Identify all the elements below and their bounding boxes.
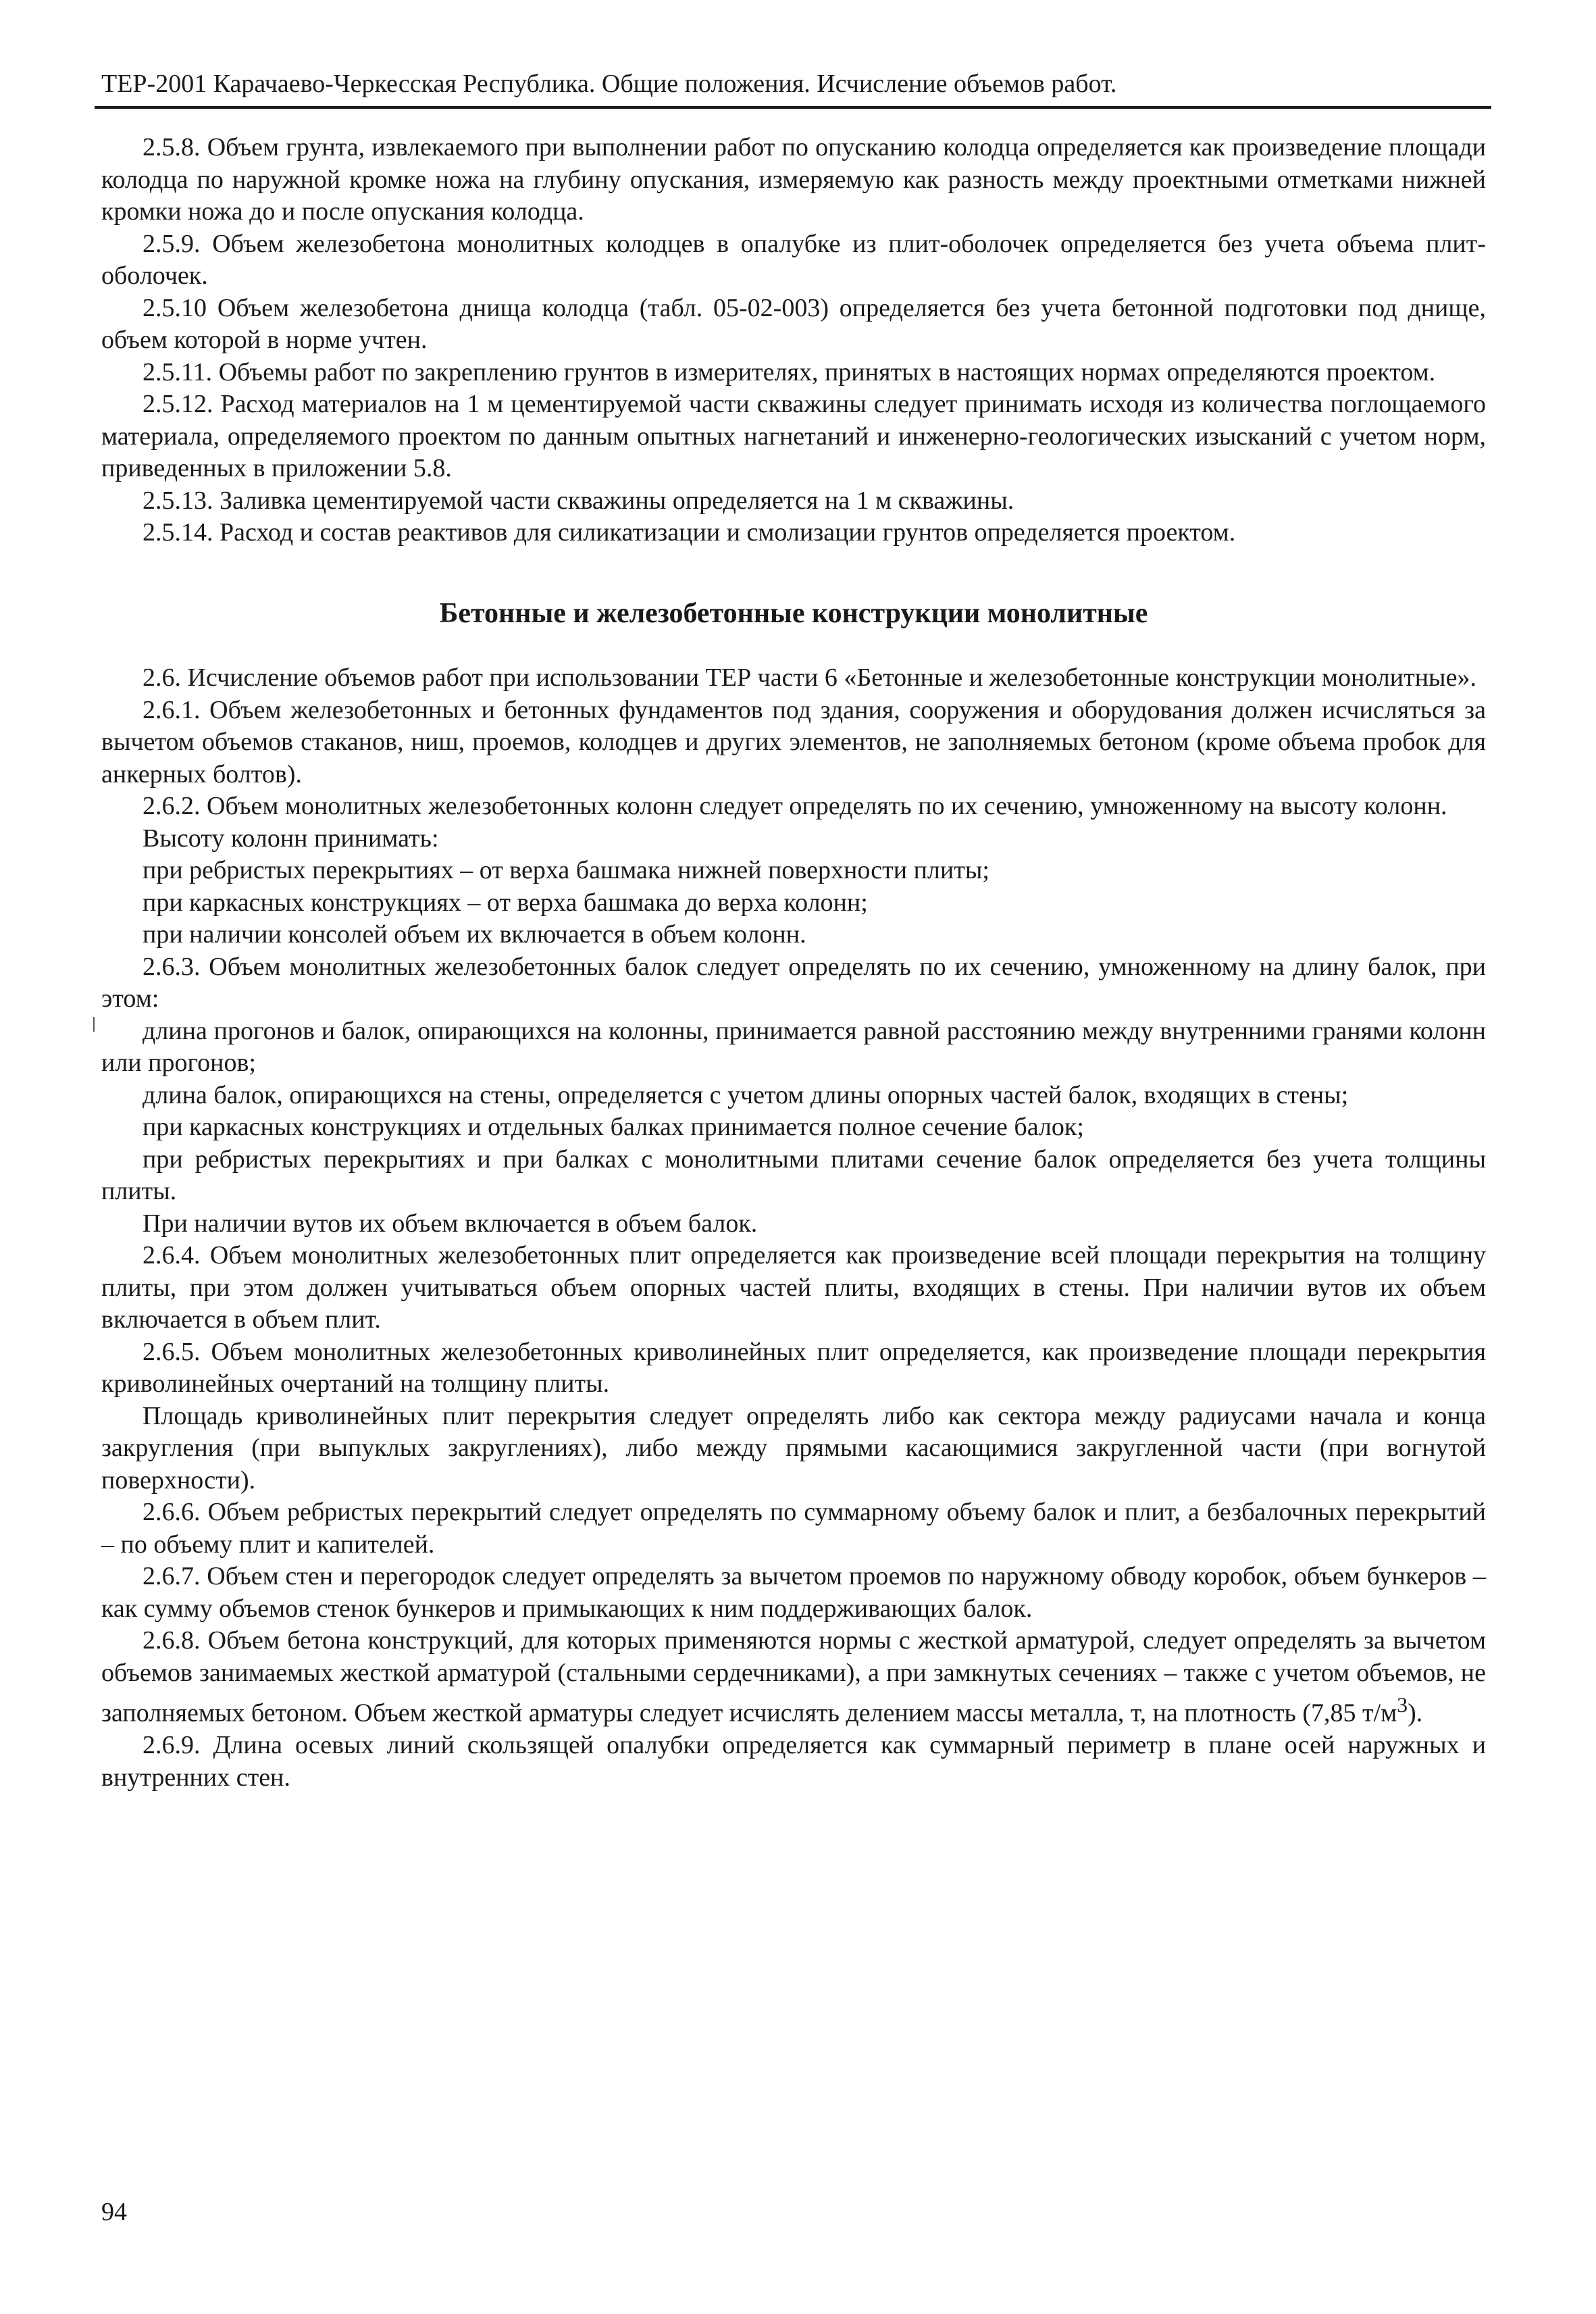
paragraph-2-5-13: 2.5.13. Заливка цементируемой части скважины определяется на 1 м скважины. [143,486,1014,515]
columns-consoles: при наличии консолей объем их включается в объем колонн. [143,920,806,949]
paragraph-2-5-11: 2.5.11. Объемы работ по закреплению грунтов в измерителях, принятых в настоящих нормах определяются проектом. [143,357,1436,386]
document-body [101,132,1486,1794]
section-title: Бетонные и железобетонные конструкции монолитные [439,597,1148,629]
paragraph-2-6-7: 2.6.7. Объем стен и перегородок следует определять за вычетом проемов по наружному обводу коробок, объем бункеров – как сумму объемов стенок бункеров и примыкающих к ним поддерживающих балок. [101,1562,1486,1623]
page-number: 94 [101,2198,127,2226]
spacer [101,549,1486,598]
beams-on-walls: длина балок, опирающихся на стены, определяется с учетом длины опорных частей балок, входящих в стены; [143,1080,1349,1109]
paragraph-2-6-4: 2.6.4. Объем монолитных железобетонных плит определяется как произведение всей площади перекрытия на толщину плиты, при этом должен учитываться объем опорных частей плиты, входящих в стены. При наличии вутов их объем включается в объем плит. [101,1241,1486,1334]
paragraph-2-5-9: 2.5.9. Объем железобетона монолитных колодцев в опалубке из плит-оболочек определяется без учета объема плит-оболочек. [101,229,1486,290]
paragraph-2-5-8: 2.5.8. Объем грунта, извлекаемого при выполнении работ по опусканию колодца определяется как произведение площади колодца по наружной кромке ножа на глубину опускания, измеряемую как разность между проектными отметками нижней кромки ножа до и после опускания колодца. [101,133,1486,226]
paragraph-2-5-10: 2.5.10 Объем железобетона днища колодца (табл. 05-02-003) определяется без учета бетонной подготовки под днище, объем которой в норме учтен. [101,293,1486,354]
paragraph-2-6-8 [101,1625,1486,1730]
columns-height-frame: при каркасных конструкциях – от верха башмака до верха колонн; [143,888,868,917]
columns-height-ribbed: при ребристых перекрытиях – от верха башмака нижней поверхности плиты; [143,856,989,884]
beams-frame: при каркасных конструкциях и отдельных балках принимается полное сечение балок; [143,1113,1084,1141]
curved-area: Площадь криволинейных плит перекрытия следует определять либо как сектора между радиусами начала и конца закругления (при выпуклых закруглениях), либо между прямыми касающимися закругленной части (при вогнутой поверхности). [101,1401,1486,1494]
beams-vuts: При наличии вутов их объем включается в объем балок. [143,1209,758,1238]
beams-on-columns: длина прогонов и балок, опирающихся на колонны, принимается равной расстоянию между внутренними гранями колонн или прогонов; [101,1016,1486,1077]
paragraph-2-5-12: 2.5.12. Расход материалов на 1 м цементируемой части скважины следует принимать исходя из количества поглощаемого материала, определяемого проектом по данным опытных нагнетаний и инженерно-геологических изысканий с учетом норм, приведенных в приложении 5.8. [101,390,1486,482]
paragraph-2-6: 2.6. Исчисление объемов работ при использовании ТЕР части 6 «Бетонные и железобетонные конструкции монолитные». [143,663,1476,692]
paragraph-2-5-14: 2.5.14. Расход и состав реактивов для силикатизации и смолизации грунтов определяется проектом. [143,518,1236,547]
paragraph-2-6-9: 2.6.9. Длина осевых линий скользящей опалубки определяется как суммарный периметр в плане осей наружных и внутренних стен. [101,1731,1486,1792]
header-rule [95,106,1491,109]
paragraph-2-6-8-text: 2.6.8. Объем бетона конструкций, для которых применяются нормы с жесткой арматурой, следует определять за вычетом объемов занимаемых жесткой арматурой (стальными сердечниками), а при замкнутых сечениях – также с учетом объемов, не заполняемых бетоном. Объем жесткой арматуры следует исчислять делением массы металла, т, на плотность (7,85 т/м [101,1626,1486,1728]
scan-mark [93,1017,95,1032]
paragraph-2-6-2: 2.6.2. Объем монолитных железобетонных колонн следует определять по их сечению, умноженному на высоту колонн. [143,792,1447,820]
spacer [101,630,1486,662]
columns-height-intro: Высоту колонн принимать: [143,824,439,853]
superscript-cubed: 3 [1397,1693,1408,1717]
paragraph-2-6-1: 2.6.1. Объем железобетонных и бетонных фундаментов под здания, сооружения и оборудования должен исчисляться за вычетом объемов стаканов, ниш, проемов, колодцев и других элементов, не заполняемых бетоном (кроме объема пробок для анкерных болтов). [101,695,1486,788]
running-header: ТЕР-2001 Карачаево-Черкесская Республика. Общие положения. Исчисление объемов работ. [101,70,1117,98]
paragraph-2-6-5: 2.6.5. Объем монолитных железобетонных криволинейных плит определяется, как произведение площади перекрытия криволинейных очертаний на толщину плиты. [101,1337,1486,1398]
paragraph-2-6-6: 2.6.6. Объем ребристых перекрытий следует определять по суммарному объему балок и плит, а безбалочных перекрытий – по объему плит и капителей. [101,1498,1486,1559]
paragraph-2-6-8-end: ). [1408,1699,1423,1728]
beams-ribbed: при ребристых перекрытиях и при балках с монолитными плитами сечение балок определяется без учета толщины плиты. [101,1145,1486,1205]
paragraph-2-6-3: 2.6.3. Объем монолитных железобетонных балок следует определять по их сечению, умноженному на длину балок, при этом: [101,952,1486,1013]
